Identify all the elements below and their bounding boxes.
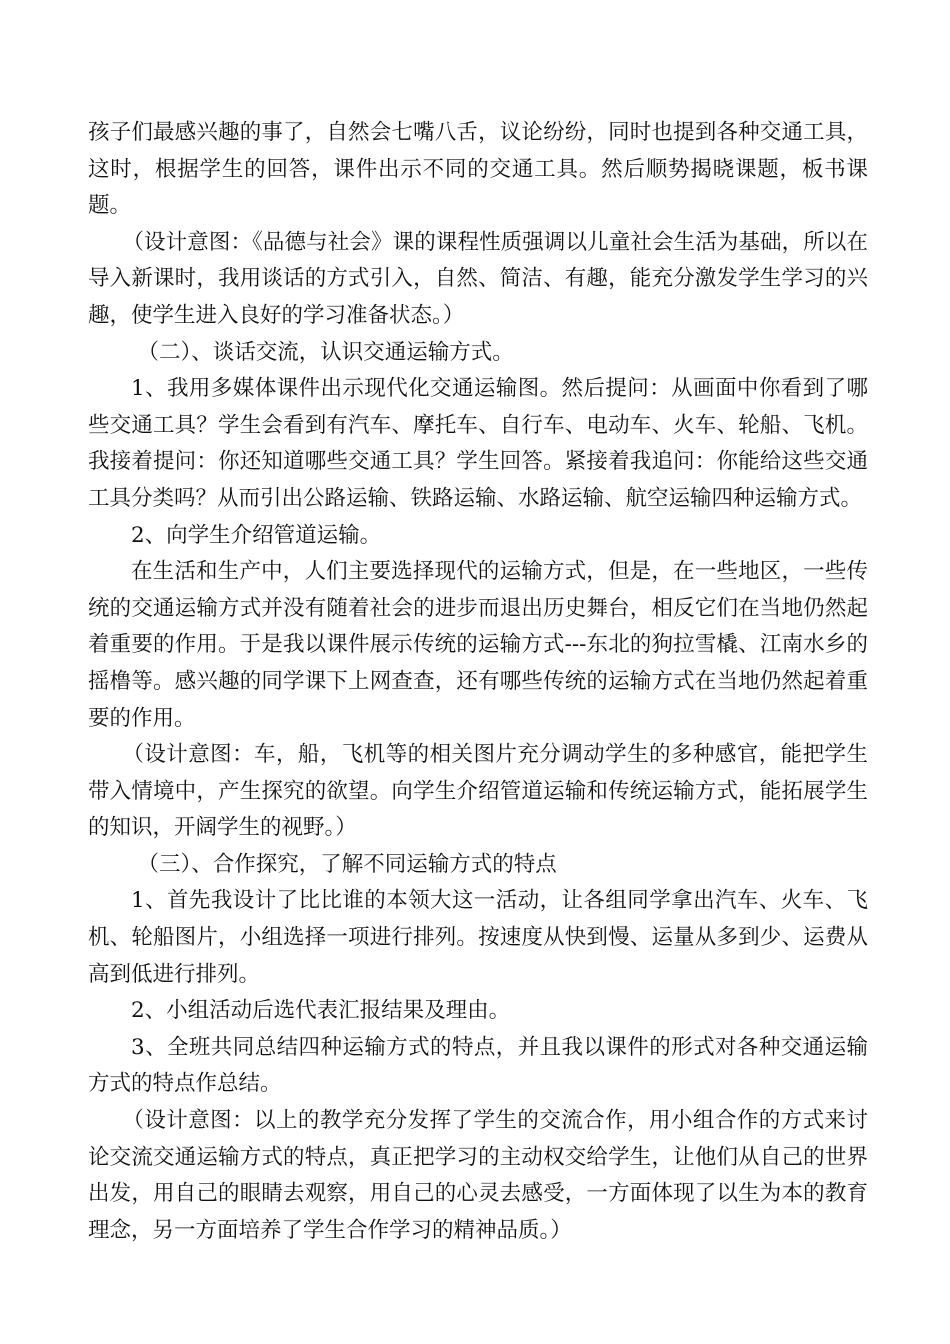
paragraph-design-intent-3: （设计意图：以上的教学充分发挥了学生的交流合作，用小组合作的方式来讨论交流交通运输方式的特点，真正把学习的主动权交给学生，让他们从自己的世界出发，用自己的眼睛去观察，用自己的心灵去感受，一方面体现了以生为本的教育理念，另一方面培养了学生合作学习的精神品质。） [88, 1108, 868, 1243]
section-heading-2: （二）、谈话交流，认识交通运输方式。 [137, 339, 514, 365]
paragraph-activity-2: 2、小组活动后选代表汇报结果及理由。 [131, 998, 511, 1024]
paragraph-activity-3: 3、全班共同总结四种运输方式的特点，并且我以课件的形式对各种交通运输方式的特点作总结。 [88, 1034, 868, 1097]
paragraph-design-intent-1: （设计意图：《品德与社会》课的课程性质强调以儿童社会生活为基础，所以在导入新课时，我用谈话的方式引入，自然、简洁、有趣，能充分激发学生学习的兴趣，使学生进入良好的学习准备状态。） [88, 229, 868, 328]
paragraph-design-intent-2: （设计意图：车，船，飞机等的相关图片充分调动学生的多种感官，能把学生带入情境中，产生探究的欲望。向学生介绍管道运输和传统运输方式，能拓展学生的知识，开阔学生的视野。） [88, 742, 868, 841]
paragraph-intro-continuation: 孩子们最感兴趣的事了，自然会七嘴八舌，议论纷纷，同时也提到各种交通工具，这时，根据学生的回答，课件出示不同的交通工具。然后顺势揭晓课题，板书课题。 [88, 120, 868, 219]
section-heading-3: （三）、合作探究，了解不同运输方式的特点 [137, 851, 557, 877]
paragraph-step-1: 1、我用多媒体课件出示现代化交通运输图。然后提问：从画面中你看到了哪些交通工具？学生会看到有汽车、摩托车、自行车、电动车、火车、轮船、飞机。我接着提问：你还知道哪些交通工具？学生回答。紧接着我追问：你能给这些交通工具分类吗？从而引出公路运输、铁路运输、水路运输、航空运输四种运输方式。 [88, 376, 868, 511]
paragraph-traditional-transport: 在生活和生产中，人们主要选择现代的运输方式，但是，在一些地区，一些传统的交通运输方式并没有随着社会的进步而退出历史舞台，相反它们在当地仍然起着重要的作用。于是我以课件展示传统的运输方式---东北的狗拉雪橇、江南水乡的摇橹等。感兴趣的同学课下上网查查，还有哪些传统的运输方式在当地仍然起着重要的作用。 [88, 559, 868, 731]
paragraph-activity-1: 1、首先我设计了比比谁的本领大这一活动，让各组同学拿出汽车、火车、飞机、轮船图片，小组选择一项进行排列。按速度从快到慢、运量从多到少、运费从高到低进行排列。 [88, 888, 868, 987]
paragraph-step-2: 2、向学生介绍管道运输。 [131, 522, 382, 548]
